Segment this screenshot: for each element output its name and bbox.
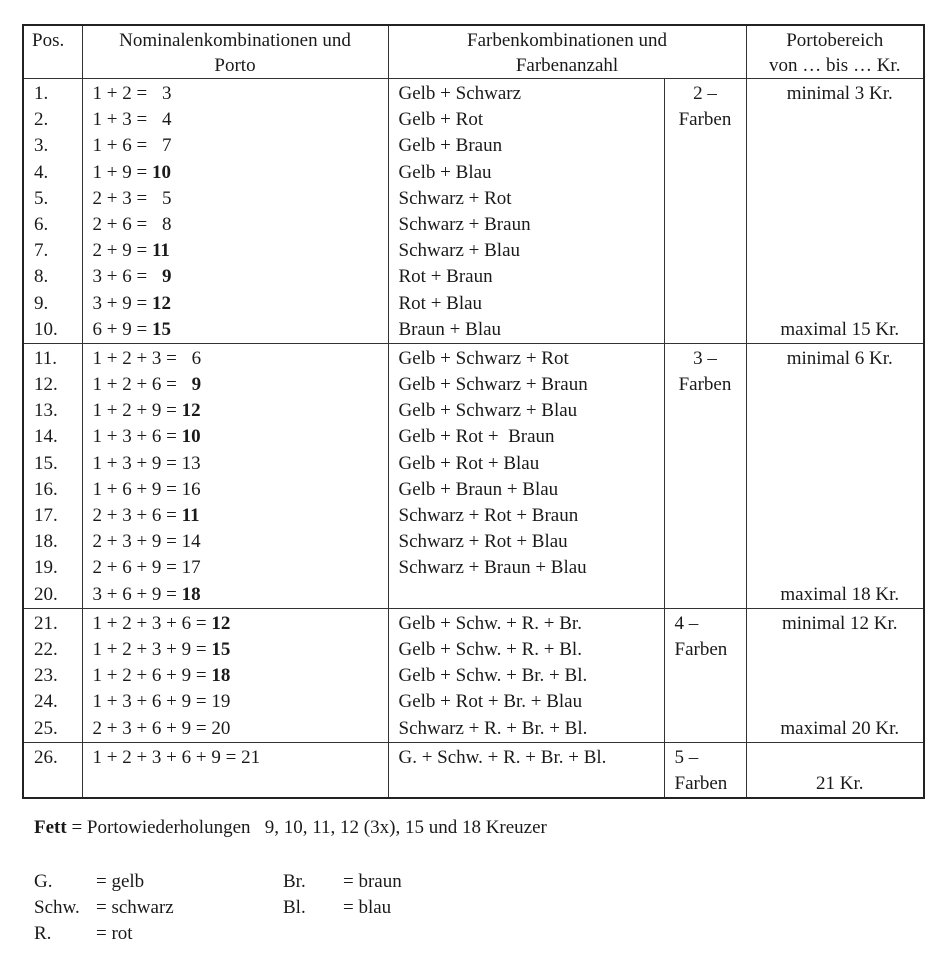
cell-nominal — [82, 372, 388, 398]
cell-portobereich — [746, 398, 924, 424]
table-row — [23, 529, 924, 555]
nominal-expression: 1 + 9 = — [92, 161, 152, 183]
cell-portobereich — [746, 186, 924, 212]
cell-colors: Gelb + Schw. + R. + Br. — [388, 608, 664, 637]
cell-portobereich — [746, 424, 924, 450]
table-row — [23, 742, 924, 798]
cell-nominal — [82, 555, 388, 581]
table-row — [23, 451, 924, 477]
porto-result: 16 — [181, 478, 201, 500]
cell-colors: Schwarz + Rot — [388, 186, 664, 212]
porto-result: 10 — [151, 161, 171, 183]
cell-colors: Schwarz + Rot + Braun — [388, 503, 664, 529]
porto-table — [22, 24, 925, 799]
nominal-expression: 2 + 9 = — [92, 240, 152, 262]
porto-result: 18 — [181, 583, 201, 605]
cell-colors: Gelb + Blau — [388, 160, 664, 186]
porto-result: 6 — [191, 347, 202, 369]
nominal-expression: 1 + 3 + 6 + 9 = — [92, 691, 212, 713]
porto-result: 9 — [191, 374, 202, 396]
cell-colors: Braun + Blau — [388, 317, 664, 344]
cell-pos: 11. — [23, 343, 82, 372]
cell-portobereich: maximal 20 Kr. — [746, 716, 924, 743]
cell-pos: 20. — [23, 582, 82, 609]
cell-portobereich — [746, 372, 924, 398]
cell-color-count: 4 – Farben — [664, 608, 746, 742]
porto-result: 12 — [211, 612, 231, 634]
cell-pos: 19. — [23, 555, 82, 581]
nominal-expression: 1 + 2 = — [92, 83, 152, 104]
cell-color-count: 5 – Farben — [664, 742, 746, 798]
cell-pos: 1. — [23, 79, 82, 108]
cell-pos: 10. — [23, 317, 82, 344]
porto-result: 18 — [211, 665, 231, 687]
abbr-label: R. — [34, 923, 52, 944]
cell-portobereich: minimal 6 Kr. — [746, 343, 924, 372]
cell-pos: 26. — [23, 742, 82, 798]
table-body — [23, 79, 924, 798]
cell-colors: Gelb + Rot + Blau — [388, 451, 664, 477]
cell-pos: 14. — [23, 424, 82, 450]
table-row — [23, 372, 924, 398]
abbr-label: Br. — [283, 871, 306, 892]
porto-result: 14 — [181, 531, 201, 553]
cell-colors: Schwarz + Braun — [388, 212, 664, 238]
cell-nominal — [82, 186, 388, 212]
cell-nominal — [82, 663, 388, 689]
nominal-expression: 1 + 2 + 3 + 9 = — [92, 638, 212, 660]
cell-nominal — [82, 742, 388, 798]
cell-pos: 16. — [23, 477, 82, 503]
cell-pos: 21. — [23, 608, 82, 637]
cell-colors: Gelb + Braun + Blau — [388, 477, 664, 503]
cell-portobereich — [746, 264, 924, 290]
cell-colors: G. + Schw. + R. + Br. + Bl. — [388, 742, 664, 798]
header-portobereich: Portobereich von … bis … Kr. — [746, 25, 924, 79]
cell-nominal — [82, 343, 388, 372]
abbr-label: G. — [34, 871, 53, 892]
cell-nominal — [82, 238, 388, 264]
porto-result: 4 — [161, 109, 172, 131]
table-row — [23, 238, 924, 264]
nominal-expression: 1 + 2 + 3 + 6 + 9 = — [92, 746, 242, 768]
nominal-expression: 3 + 6 = — [92, 266, 152, 288]
cell-colors: Schwarz + Blau — [388, 238, 664, 264]
cell-nominal — [82, 582, 388, 609]
porto-result: 7 — [161, 135, 172, 157]
cell-pos: 24. — [23, 689, 82, 715]
cell-pos: 18. — [23, 529, 82, 555]
abbr-meaning: = braun — [343, 871, 402, 892]
nominal-expression: 1 + 2 + 6 = — [92, 374, 182, 396]
cell-portobereich — [746, 529, 924, 555]
cell-portobereich: 21 Kr. — [746, 742, 924, 798]
nominal-expression: 1 + 2 + 3 = — [92, 347, 182, 369]
cell-portobereich — [746, 663, 924, 689]
fett-legend — [34, 817, 547, 839]
table-row — [23, 555, 924, 581]
cell-pos: 22. — [23, 637, 82, 663]
abbr-label: Schw. — [34, 897, 80, 918]
cell-colors: Gelb + Rot — [388, 107, 664, 133]
cell-pos: 8. — [23, 264, 82, 290]
cell-pos: 2. — [23, 107, 82, 133]
cell-portobereich — [746, 637, 924, 663]
cell-colors: Gelb + Rot + Braun — [388, 424, 664, 450]
cell-colors: Gelb + Schwarz + Blau — [388, 398, 664, 424]
porto-result: 21 — [241, 746, 261, 768]
cell-colors: Gelb + Schw. + Br. + Bl. — [388, 663, 664, 689]
cell-portobereich — [746, 238, 924, 264]
cell-nominal — [82, 107, 388, 133]
table-row — [23, 477, 924, 503]
cell-colors: Gelb + Rot + Br. + Blau — [388, 689, 664, 715]
porto-result: 8 — [161, 213, 172, 235]
cell-nominal — [82, 451, 388, 477]
table-row — [23, 133, 924, 159]
porto-result: 15 — [211, 638, 231, 660]
nominal-expression: 2 + 6 + 9 = — [92, 557, 182, 579]
porto-result: 11 — [151, 240, 170, 262]
porto-result: 9 — [161, 266, 172, 288]
cell-portobereich — [746, 689, 924, 715]
cell-colors: Gelb + Schw. + R. + Bl. — [388, 637, 664, 663]
cell-colors: Rot + Braun — [388, 264, 664, 290]
abbr-meaning: = blau — [343, 897, 392, 918]
nominal-expression: 3 + 6 + 9 = — [92, 583, 182, 605]
cell-portobereich: maximal 15 Kr. — [746, 317, 924, 344]
cell-nominal — [82, 160, 388, 186]
cell-portobereich: maximal 18 Kr. — [746, 582, 924, 609]
cell-pos: 25. — [23, 716, 82, 743]
abbr-label: Bl. — [283, 897, 306, 918]
nominal-expression: 1 + 6 = — [92, 135, 152, 157]
cell-nominal — [82, 212, 388, 238]
cell-nominal — [82, 264, 388, 290]
cell-portobereich: minimal 12 Kr. — [746, 608, 924, 637]
cell-nominal — [82, 133, 388, 159]
cell-nominal — [82, 716, 388, 743]
cell-portobereich — [746, 477, 924, 503]
cell-nominal — [82, 424, 388, 450]
nominal-expression: 2 + 3 + 9 = — [92, 531, 182, 553]
abbr-meaning: = rot — [96, 923, 133, 944]
abbr-meaning: = schwarz — [96, 897, 174, 918]
cell-portobereich — [746, 555, 924, 581]
cell-portobereich — [746, 503, 924, 529]
cell-color-count: 2 – Farben — [664, 79, 746, 344]
table-row — [23, 317, 924, 344]
porto-result: 5 — [161, 187, 172, 209]
cell-pos: 3. — [23, 133, 82, 159]
table-row — [23, 398, 924, 424]
cell-portobereich: minimal 3 Kr. — [746, 79, 924, 108]
cell-pos: 4. — [23, 160, 82, 186]
fett-word: Fett — [34, 817, 67, 838]
table-row — [23, 424, 924, 450]
table-row — [23, 637, 924, 663]
cell-pos: 12. — [23, 372, 82, 398]
table-row — [23, 160, 924, 186]
cell-portobereich — [746, 212, 924, 238]
cell-pos: 17. — [23, 503, 82, 529]
nominal-expression: 2 + 3 + 6 + 9 = — [92, 717, 212, 739]
table-row — [23, 186, 924, 212]
nominal-expression: 3 + 9 = — [92, 292, 152, 314]
cell-colors: Schwarz + Rot + Blau — [388, 529, 664, 555]
porto-result: 20 — [211, 717, 231, 739]
header-farben: Farbenkombinationen und Farbenanzahl — [388, 25, 746, 79]
cell-colors — [388, 582, 664, 609]
abbr-meaning: = gelb — [96, 871, 145, 892]
table-row — [23, 212, 924, 238]
cell-colors: Rot + Blau — [388, 291, 664, 317]
cell-portobereich — [746, 107, 924, 133]
table-row — [23, 689, 924, 715]
cell-pos: 6. — [23, 212, 82, 238]
header-nominal: Nominalenkombinationen und Porto — [82, 25, 388, 79]
nominal-expression: 2 + 3 + 6 = — [92, 505, 182, 526]
fett-text: = Portowiederholungen 9, 10, 11, 12 (3x), 15 und 18 Kreuzer — [66, 817, 547, 838]
cell-nominal — [82, 689, 388, 715]
table-row — [23, 264, 924, 290]
table-row — [23, 663, 924, 689]
porto-result: 19 — [211, 691, 231, 713]
cell-colors: Gelb + Schwarz + Braun — [388, 372, 664, 398]
cell-portobereich — [746, 451, 924, 477]
porto-result: 12 — [151, 292, 171, 314]
cell-pos: 15. — [23, 451, 82, 477]
cell-pos: 5. — [23, 186, 82, 212]
cell-nominal — [82, 637, 388, 663]
porto-result: 3 — [161, 83, 172, 104]
porto-result: 10 — [181, 426, 201, 448]
cell-colors: Gelb + Schwarz + Rot — [388, 343, 664, 372]
cell-portobereich — [746, 133, 924, 159]
cell-nominal — [82, 608, 388, 637]
porto-result: 17 — [181, 557, 201, 579]
header-row — [23, 25, 924, 79]
cell-colors: Schwarz + R. + Br. + Bl. — [388, 716, 664, 743]
cell-nominal — [82, 317, 388, 344]
nominal-expression: 1 + 2 + 9 = — [92, 400, 182, 422]
nominal-expression: 1 + 2 + 6 + 9 = — [92, 665, 212, 687]
nominal-expression: 2 + 3 = — [92, 187, 152, 209]
nominal-expression: 2 + 6 = — [92, 213, 152, 235]
table-row — [23, 79, 924, 108]
porto-result: 15 — [151, 318, 171, 340]
cell-portobereich — [746, 160, 924, 186]
cell-pos: 9. — [23, 291, 82, 317]
nominal-expression: 1 + 3 + 6 = — [92, 426, 182, 448]
cell-colors: Schwarz + Braun + Blau — [388, 555, 664, 581]
cell-pos: 7. — [23, 238, 82, 264]
porto-result: 13 — [181, 452, 201, 474]
table-row — [23, 716, 924, 743]
cell-nominal — [82, 503, 388, 529]
cell-pos: 23. — [23, 663, 82, 689]
cell-nominal — [82, 398, 388, 424]
nominal-expression: 1 + 3 = — [92, 109, 152, 131]
table-row — [23, 343, 924, 372]
porto-result: 12 — [181, 400, 201, 422]
table-row — [23, 107, 924, 133]
nominal-expression: 1 + 3 + 9 = — [92, 452, 182, 474]
table-row — [23, 291, 924, 317]
porto-result: 11 — [181, 505, 200, 526]
nominal-expression: 1 + 2 + 3 + 6 = — [92, 612, 212, 634]
cell-portobereich — [746, 291, 924, 317]
table-row — [23, 582, 924, 609]
cell-nominal — [82, 79, 388, 108]
cell-colors: Gelb + Schwarz — [388, 79, 664, 108]
nominal-expression: 1 + 6 + 9 = — [92, 478, 182, 500]
cell-colors: Gelb + Braun — [388, 133, 664, 159]
nominal-expression: 6 + 9 = — [92, 318, 152, 340]
cell-nominal — [82, 477, 388, 503]
cell-color-count: 3 – Farben — [664, 343, 746, 608]
table-row — [23, 503, 924, 529]
table-row — [23, 608, 924, 637]
cell-pos: 13. — [23, 398, 82, 424]
cell-nominal — [82, 291, 388, 317]
header-pos: Pos. — [23, 25, 82, 79]
cell-nominal — [82, 529, 388, 555]
